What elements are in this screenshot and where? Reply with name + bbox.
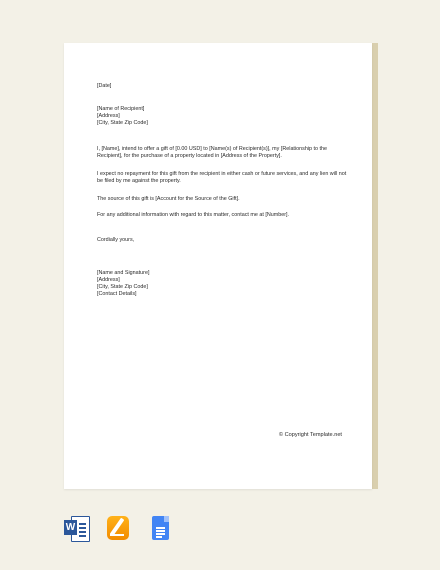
recipient-block bbox=[97, 106, 347, 127]
sender-city: [City, State Zip Code] bbox=[97, 284, 148, 290]
body-paragraph-2 bbox=[97, 171, 347, 185]
body-paragraph-3 bbox=[97, 196, 347, 203]
closing: Cordially yours, bbox=[97, 237, 135, 243]
recipient-city: [City, State Zip Code] bbox=[97, 120, 148, 126]
body-paragraph-1 bbox=[97, 146, 347, 160]
letter-page bbox=[64, 43, 372, 489]
pages-icon[interactable] bbox=[106, 515, 130, 541]
format-icons bbox=[64, 515, 172, 541]
sender-address: [Address] bbox=[97, 277, 120, 283]
sender-contact: [Contact Details] bbox=[97, 291, 137, 297]
recipient-address: [Address] bbox=[97, 113, 120, 119]
recipient-name: [Name of Recipient] bbox=[97, 106, 145, 112]
paragraph-text: For any additional information with regard to this matter, contact me at [Number]. bbox=[97, 212, 290, 218]
google-docs-icon[interactable] bbox=[148, 515, 172, 541]
word-icon[interactable]: W bbox=[64, 515, 88, 541]
letter-date: [Date] bbox=[97, 83, 112, 89]
paragraph-text: I expect no repayment for this gift from the recipient in either cash or future services, and any lien will not be filed by me against the property. bbox=[97, 171, 347, 184]
sender-block bbox=[97, 270, 347, 298]
body-paragraph-4 bbox=[97, 212, 347, 219]
copyright-notice: © Copyright Template.net bbox=[278, 432, 342, 438]
paragraph-text: I, [Name], intend to offer a gift of [0.00 USD] to [Name(s) of Recipient(s)], my [Relationship to the Recipient], for the purchase of a property located in [Address of the Property]. bbox=[97, 146, 328, 159]
paragraph-text: The source of this gift is [Account for the Source of the Gift]. bbox=[97, 196, 240, 202]
sender-name: [Name and Signature] bbox=[97, 270, 150, 276]
